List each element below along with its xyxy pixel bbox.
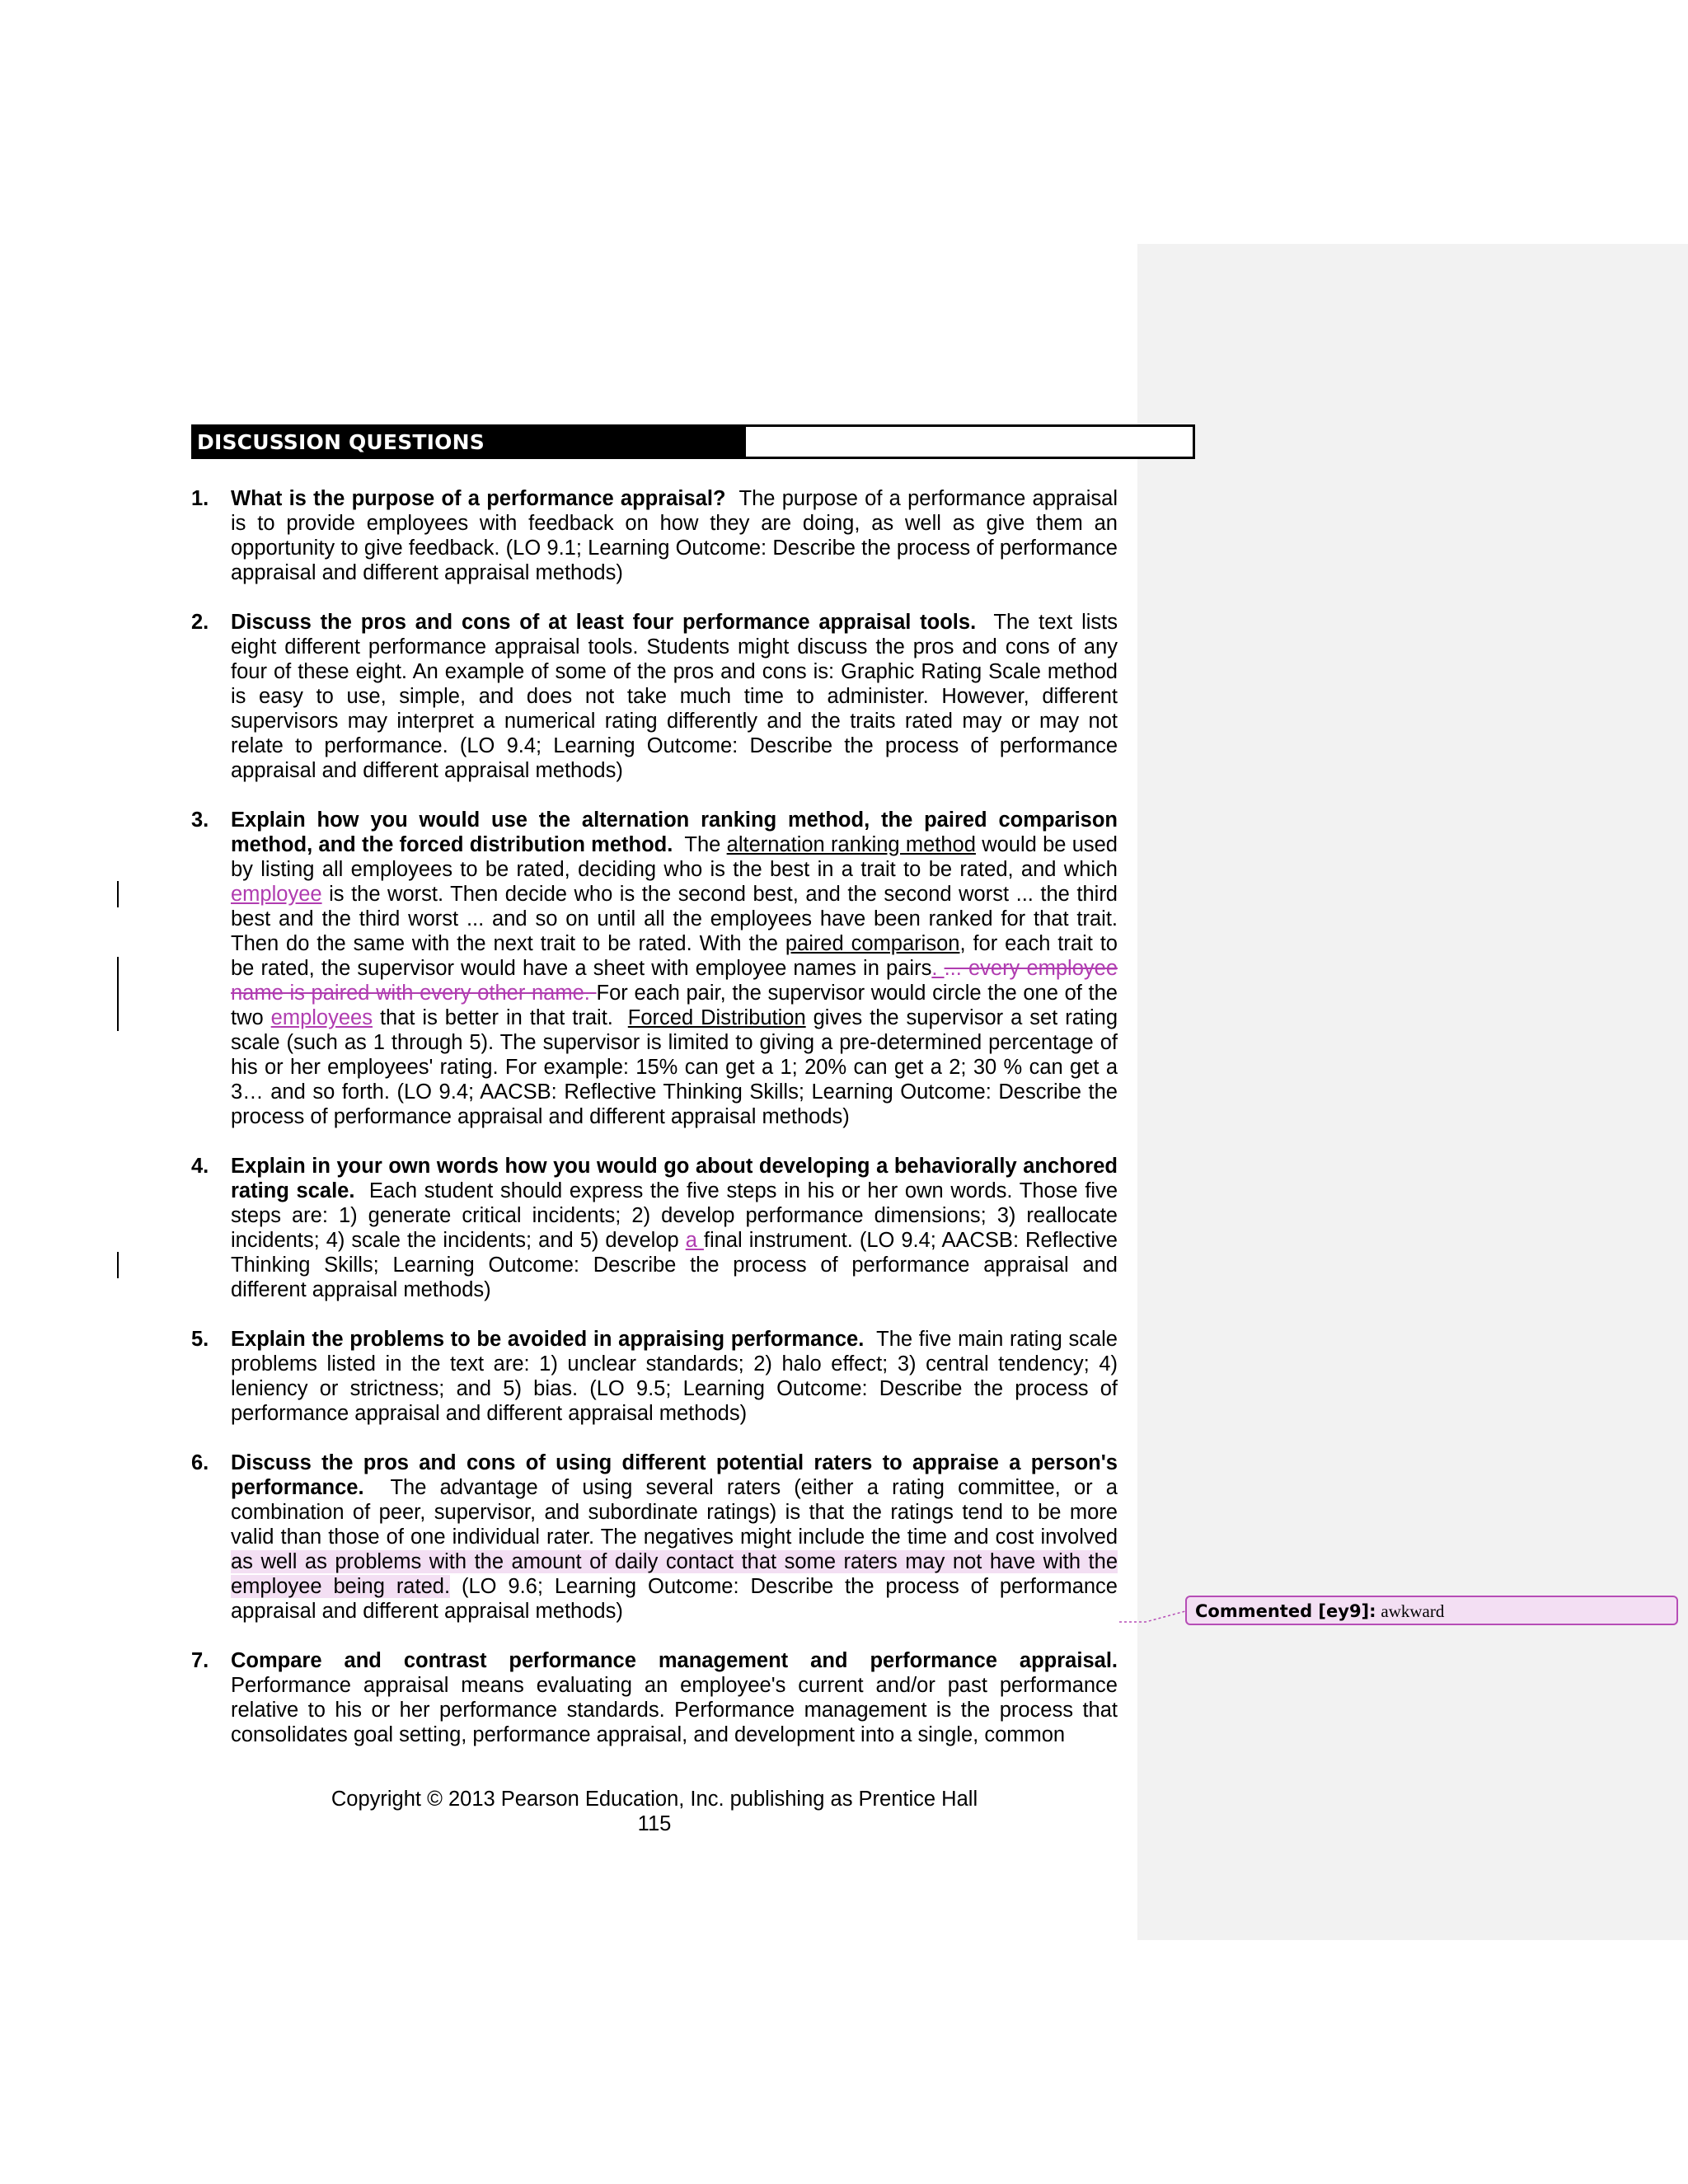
answer-text: is the worst. Then decide who is the second best, and the second worst ... the third best and the third worst ... and so on until all the employees have been ranked for that trait. Then do the same with the next trait to be rated. With the (231, 883, 1118, 955)
question-prompt: Explain in your own words how you would go about developing a behaviorally anchored rating scale. (231, 1155, 1118, 1202)
comment-balloon[interactable] (1185, 1596, 1678, 1625)
answer-text: For each pair, the supervisor would circle the one of the two (231, 982, 1118, 1029)
change-bar (117, 881, 119, 907)
tracked-insertion[interactable]: employees (270, 1006, 373, 1029)
section-title: DISCUSSION QUESTIONS (197, 430, 485, 454)
answer-text: , for each trait to be rated, the supervisor would have a sheet with employee names in pairs (231, 932, 1118, 980)
question-number: 4. (191, 1155, 209, 1178)
question-prompt: Compare and contrast performance management and performance appraisal. (231, 1649, 1118, 1672)
question-item-2 (191, 610, 1118, 783)
question-number: 5. (191, 1328, 209, 1351)
answer-text: Each student should express the five steps in his or her own words. Those five steps are: 1) generate critical incidents; 2) develop performance dimensions; 3) reallocate incidents; 4) scale the incidents; and 5) develop (231, 1179, 1118, 1252)
copyright-text: Copyright © 2013 Pearson Education, Inc. publishing as Prentice Hall (331, 1788, 978, 1811)
term-paired-comparison: paired comparison (785, 932, 960, 955)
question-number: 6. (191, 1451, 209, 1474)
tracked-deletion[interactable]: ... every employee name is paired with every other name. (231, 957, 1118, 1005)
answer-text: would be used by listing all employees to be rated, deciding who is the best in a trait to be rated, and which (231, 833, 1118, 881)
question-item-1 (191, 486, 1118, 585)
question-item-5 (191, 1327, 1118, 1426)
page-number: 115 (637, 1812, 672, 1835)
question-prompt: Discuss the pros and cons of at least four performance appraisal tools. (231, 611, 977, 634)
question-number: 7. (191, 1649, 209, 1672)
tracked-insertion[interactable]: . (931, 957, 945, 980)
tracked-insertion[interactable]: a (685, 1229, 704, 1252)
comment-author: Commented [ey9]: (1195, 1601, 1376, 1621)
question-prompt: Explain how you would use the alternation ranking method, the paired comparison method, and the forced distribution method. (231, 808, 1118, 856)
question-answer: The text lists eight different performance appraisal tools. Students might discuss the pros and cons of any four of these eight. An example of some of the pros and cons is: Graphic Rating Scale method is easy to use, simple, and does not take much time to administer. However, different supervisors may interpret a numerical rating differently and the traits rated may or may not relate to performance. (LO 9.4; Learning Outcome: Describe the process of performance appraisal and different appraisal methods) (231, 611, 1118, 782)
answer-text: that is better in that trait. (372, 1006, 613, 1029)
answer-text: The (684, 833, 721, 856)
change-bar (117, 1252, 119, 1278)
commented-text-highlight[interactable]: as well as problems with the amount of daily contact that some raters may not have with the employee being rated. (231, 1550, 1118, 1598)
question-item-3 (191, 808, 1118, 1129)
question-prompt: Discuss the pros and cons of using different potential raters to appraise a person's performance. (231, 1451, 1118, 1499)
change-bar (117, 957, 119, 1031)
page-footer (239, 1787, 1070, 1836)
question-number: 2. (191, 611, 209, 634)
term-forced-distribution: Forced Distribution (627, 1006, 806, 1029)
question-item-7 (191, 1648, 1118, 1747)
term-alternation-ranking: alternation ranking method (726, 833, 976, 856)
comment-text: awkward (1381, 1601, 1445, 1621)
comments-markup-pane (1137, 244, 1688, 1940)
discussion-questions-list (191, 486, 1118, 1772)
answer-text: final instrument. (LO 9.4; AACSB: Reflective Thinking Skills; Learning Outcome: Describe the process of performance appraisal and different appraisal methods) (231, 1229, 1118, 1301)
question-prompt: Explain the problems to be avoided in appraising performance. (231, 1328, 865, 1351)
question-number: 3. (191, 808, 209, 832)
question-answer: The purpose of a performance appraisal is to provide employees with feedback on how they are doing, as well as give them an opportunity to give feedback. (LO 9.1; Learning Outcome: Describe the process of performance appraisal and different appraisal methods) (231, 487, 1118, 584)
question-number: 1. (191, 487, 209, 510)
question-item-6 (191, 1451, 1118, 1624)
section-header-bar (191, 424, 1195, 459)
question-answer: Performance appraisal means evaluating an employee's current and/or past performance relative to his or her performance standards. Performance management is the process that consolidates goal setting, performance appraisal, and development into a single, common (231, 1674, 1118, 1746)
answer-text: The advantage of using several raters (either a rating committee, or a combination of peer, supervisor, and subordinate ratings) is that the ratings tend to be more valid than those of one individual rater. The negatives might include the time and cost involved (231, 1476, 1118, 1549)
answer-text: (LO 9.6; Learning Outcome: Describe the process of performance appraisal and different appraisal methods) (231, 1575, 1118, 1623)
answer-text: gives the supervisor a set rating scale (such as 1 through 5). The supervisor is limited to giving a pre-determined percentage of his or her employees' rating. For example: 15% can get a 1; 20% can get a 2; 30 % can get a 3… and so forth. (LO 9.4; AACSB: Reflective Thinking Skills; Learning Outcome: Describe the process of performance appraisal and different appraisal methods) (231, 1006, 1118, 1128)
question-prompt: What is the purpose of a performance appraisal? (231, 487, 726, 510)
question-item-4 (191, 1154, 1118, 1302)
tracked-insertion[interactable]: employee (231, 883, 322, 906)
question-answer: The five main rating scale problems listed in the text are: 1) unclear standards; 2) halo effect; 3) central tendency; 4) leniency or strictness; and 5) bias. (LO 9.5; Learning Outcome: Describe the process of performance appraisal and different appraisal methods) (231, 1328, 1118, 1425)
